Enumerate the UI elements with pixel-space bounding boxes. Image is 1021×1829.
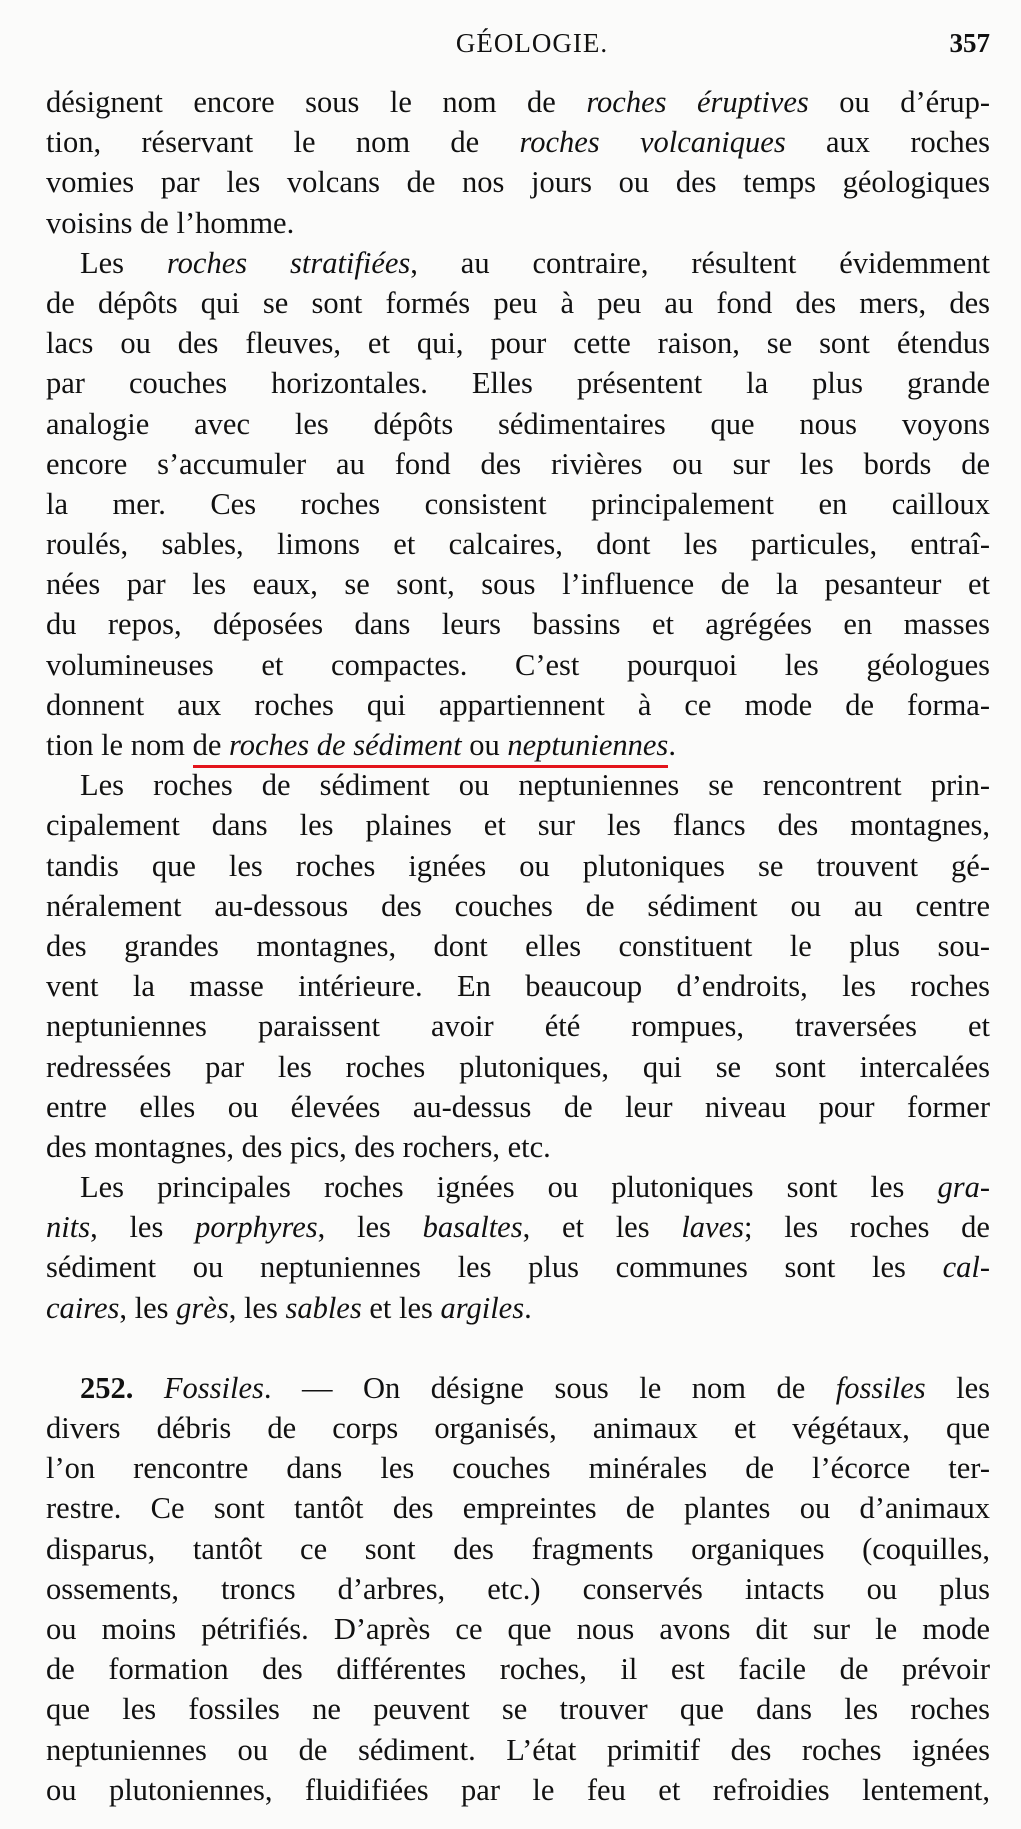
text-run: nées par les eaux, se sont, sous l’influence de la pesanteur et bbox=[46, 567, 990, 602]
text-run: ou plutoniennes, fluidifiées par le feu et refroidies lentement, bbox=[46, 1772, 990, 1807]
italic-term: cal- bbox=[942, 1250, 990, 1285]
italic-term: roches éruptives bbox=[586, 85, 809, 119]
text-line bbox=[46, 1288, 990, 1328]
text-line bbox=[46, 82, 990, 122]
text-run: la mer. Ces roches consistent principalement en cailloux bbox=[46, 486, 990, 521]
text-run: cipalement dans les plaines et sur les flancs des montagnes, bbox=[46, 808, 990, 843]
text-run: tion, réservant le nom de bbox=[46, 125, 520, 160]
text-line bbox=[46, 484, 990, 524]
paragraph-p3 bbox=[46, 765, 990, 1167]
text-run: voisins de l’homme. bbox=[46, 205, 295, 240]
text-line bbox=[46, 685, 990, 725]
italic-term: roches volcaniques bbox=[519, 125, 786, 160]
text-line bbox=[46, 645, 990, 685]
text-run: de formation des différentes roches, il est facile de prévoir bbox=[46, 1652, 990, 1687]
text-run: neptuniennes paraissent avoir été rompues, traversées et bbox=[46, 1009, 990, 1044]
italic-term: nits bbox=[46, 1210, 91, 1245]
text-line bbox=[46, 404, 990, 444]
text-line bbox=[46, 1649, 990, 1689]
text-line bbox=[46, 524, 990, 564]
text-run: ou moins pétrifiés. D’après ce que nous avons dit sur le mode bbox=[46, 1611, 990, 1646]
italic-term: Fossiles bbox=[163, 1370, 264, 1405]
text-line bbox=[46, 1368, 990, 1408]
text-line bbox=[46, 1609, 990, 1649]
text-run: divers débris de corps organisés, animaux et végétaux, que bbox=[46, 1411, 990, 1445]
text-line bbox=[46, 283, 990, 323]
text-run: . bbox=[668, 728, 676, 762]
page-number: 357 bbox=[949, 28, 990, 58]
text-run: ; les roches de bbox=[744, 1210, 990, 1245]
text-run: restre. Ce sont tantôt des empreintes de plantes ou d’animaux bbox=[46, 1491, 990, 1526]
text-run: lacs ou des fleuves, et qui, pour cette raison, se sont étendus bbox=[46, 326, 990, 361]
text-run: par couches horizontales. Elles présentent la plus grande bbox=[46, 366, 990, 401]
text-run: ou bbox=[461, 728, 508, 762]
text-run: désignent encore sous le nom de bbox=[46, 85, 587, 119]
text-line bbox=[46, 564, 990, 604]
text-run: sédiment ou neptuniennes les plus communes sont les bbox=[46, 1250, 943, 1285]
italic-term: roches stratifiées bbox=[166, 245, 411, 280]
paragraph-p4 bbox=[46, 1167, 990, 1328]
text-run: . — On désigne sous le nom de bbox=[263, 1370, 836, 1405]
text-line bbox=[46, 966, 990, 1006]
text-run: tion le nom bbox=[46, 728, 193, 762]
text-line bbox=[46, 725, 990, 765]
text-run: , les bbox=[228, 1290, 286, 1325]
text-line bbox=[46, 1488, 990, 1528]
text-run: l’on rencontre dans les couches minérales de l’écorce ter- bbox=[46, 1451, 990, 1486]
text-run: Les bbox=[80, 245, 167, 280]
page-header bbox=[46, 26, 990, 66]
italic-term: grès bbox=[176, 1290, 229, 1325]
text-run: neptuniennes ou de sédiment. L’état primitif des roches ignées bbox=[46, 1732, 990, 1767]
text-run: ossements, troncs d’arbres, etc.) conservés intacts ou plus bbox=[46, 1571, 990, 1606]
text-line bbox=[46, 243, 990, 283]
red-underline-highlight bbox=[193, 728, 669, 768]
text-run: des grandes montagnes, dont elles constituent le plus sou- bbox=[46, 928, 990, 963]
text-line bbox=[46, 1127, 990, 1167]
text-run: vent la masse intérieure. En beaucoup d’endroits, les roches bbox=[46, 969, 990, 1004]
text-run: des montagnes, des pics, des rochers, etc. bbox=[46, 1129, 551, 1164]
text-run: du repos, déposées dans leurs bassins et agrégées en masses bbox=[46, 607, 990, 642]
italic-term: fossiles bbox=[835, 1370, 926, 1405]
text-line bbox=[46, 1730, 990, 1770]
text-line bbox=[46, 1006, 990, 1046]
text-run: donnent aux roches qui appartiennent à ce mode de forma- bbox=[46, 687, 990, 722]
text-line bbox=[46, 363, 990, 403]
text-line bbox=[46, 1569, 990, 1609]
text-run: et les bbox=[361, 1290, 441, 1325]
text-line bbox=[46, 1167, 990, 1207]
running-title: GÉOLOGIE. bbox=[455, 28, 609, 58]
text-run: que les fossiles ne peuvent se trouver que dans les roches bbox=[46, 1692, 990, 1727]
paragraph-p5 bbox=[46, 1368, 990, 1810]
italic-term: sables bbox=[285, 1290, 362, 1325]
text-run: redressées par les roches plutoniques, qui se sont intercalées bbox=[46, 1049, 990, 1084]
text-run: disparus, tantôt ce sont des fragments organiques (coquilles, bbox=[46, 1531, 990, 1566]
text-run: encore s’accumuler au fond des rivières ou sur les bords de bbox=[46, 446, 990, 481]
text-line bbox=[46, 1529, 990, 1569]
italic-term: caires bbox=[46, 1290, 120, 1325]
text-run: vomies par les volcans de nos jours ou des temps géologiques bbox=[46, 165, 990, 200]
text-line bbox=[46, 162, 990, 202]
italic-term: laves bbox=[681, 1210, 744, 1245]
text-run: aux roches bbox=[785, 125, 990, 160]
text-run: Les principales roches ignées ou plutoniques sont les bbox=[80, 1170, 938, 1205]
text-line bbox=[46, 926, 990, 966]
text-line bbox=[46, 604, 990, 644]
italic-term: basaltes bbox=[422, 1210, 523, 1245]
text-line bbox=[46, 846, 990, 886]
paragraph-p1 bbox=[46, 82, 990, 243]
text-line bbox=[46, 1087, 990, 1127]
text-line bbox=[46, 1770, 990, 1810]
text-run: volumineuses et compactes. C’est pourquoi les géologues bbox=[46, 647, 990, 682]
text-run: néralement au-dessous des couches de sédiment ou au centre bbox=[46, 888, 990, 923]
text-line bbox=[46, 1047, 990, 1087]
text-line bbox=[46, 1207, 990, 1247]
text-run: de bbox=[192, 728, 229, 762]
italic-term: porphyres bbox=[195, 1210, 318, 1245]
body-text bbox=[46, 82, 990, 1810]
text-run: , au contraire, résultent évidemment bbox=[410, 245, 990, 280]
text-run: entre elles ou élevées au-dessus de leur niveau pour former bbox=[46, 1089, 990, 1124]
text-line bbox=[46, 1689, 990, 1729]
text-line bbox=[46, 765, 990, 805]
text-run: tandis que les roches ignées ou plutoniques se trouvent gé- bbox=[46, 848, 990, 883]
text-run: . bbox=[524, 1290, 532, 1325]
italic-term: gra- bbox=[937, 1170, 990, 1205]
text-run: roulés, sables, limons et calcaires, dont les particules, entraî- bbox=[46, 527, 990, 562]
text-line bbox=[46, 203, 990, 243]
text-run: , et les bbox=[522, 1210, 682, 1245]
paragraph-p2 bbox=[46, 243, 990, 765]
text-line bbox=[46, 1448, 990, 1488]
text-line bbox=[46, 444, 990, 484]
text-run: ou d’érup- bbox=[808, 85, 991, 119]
text-run: analogie avec les dépôts sédimentaires que nous voyons bbox=[46, 406, 990, 441]
section-number: 252. bbox=[80, 1370, 164, 1405]
text-line bbox=[46, 805, 990, 845]
text-run: , les bbox=[90, 1210, 196, 1245]
italic-term: neptuniennes bbox=[507, 728, 669, 762]
text-run: Les roches de sédiment ou neptuniennes se rencontrent prin- bbox=[80, 768, 990, 803]
text-line bbox=[46, 122, 990, 162]
text-line bbox=[46, 1247, 990, 1287]
text-run: , les bbox=[317, 1210, 423, 1245]
text-run: les bbox=[925, 1370, 990, 1405]
text-line bbox=[46, 323, 990, 363]
text-line bbox=[46, 1408, 990, 1448]
text-run: , les bbox=[119, 1290, 177, 1325]
text-line bbox=[46, 886, 990, 926]
italic-term: argiles bbox=[440, 1290, 525, 1325]
section-gap bbox=[46, 1328, 990, 1368]
text-run: de dépôts qui se sont formés peu à peu au fond des mers, des bbox=[46, 285, 990, 320]
italic-term: roches de sédiment bbox=[228, 728, 462, 762]
